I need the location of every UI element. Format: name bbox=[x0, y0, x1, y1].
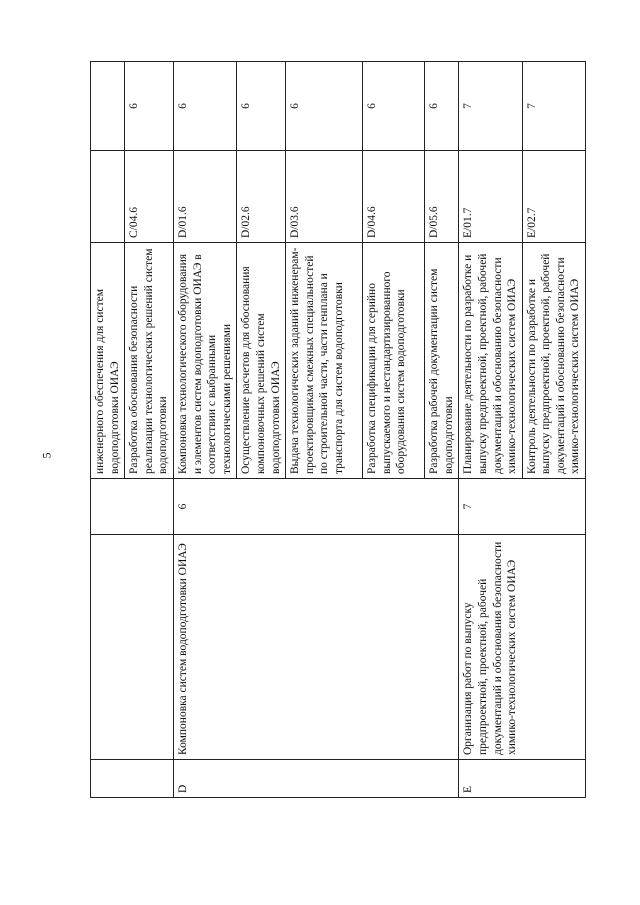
function-level-cell: 6 bbox=[425, 62, 459, 151]
function-level-cell: 7 bbox=[459, 62, 522, 151]
table-row bbox=[459, 62, 522, 798]
functions-table bbox=[90, 61, 586, 798]
general-level-cell: 7 bbox=[459, 479, 586, 535]
function-name-cell: Разработка рабочей документации систем водоподготовки bbox=[425, 243, 459, 479]
function-level-cell: 6 bbox=[173, 62, 236, 151]
function-name-cell: Компоновка технологического оборудования и элементов систем водоподготовки ОИАЭ в соответствии с выбранными технологическими решениями bbox=[173, 243, 236, 479]
function-level-cell: 6 bbox=[363, 62, 425, 151]
general-code-cell: E bbox=[459, 760, 586, 798]
function-code-cell: D/03.6 bbox=[286, 151, 363, 243]
general-code-cell bbox=[91, 760, 174, 798]
rotated-table-container bbox=[90, 62, 582, 798]
function-level-cell: 6 bbox=[125, 62, 174, 151]
function-level-cell: 7 bbox=[522, 62, 585, 151]
function-name-cell: Выдача технологических заданий инженерам-проектировщикам смежных специальностей по строительной части, части генплана и транспорта для систем водоподготовки bbox=[286, 243, 363, 479]
general-name-cell: Компоновка систем водоподготовки ОИАЭ bbox=[173, 535, 458, 760]
function-code-cell: D/05.6 bbox=[425, 151, 459, 243]
function-code-cell: E/02.7 bbox=[522, 151, 585, 243]
table-row bbox=[173, 62, 236, 798]
page-number: 5 bbox=[39, 452, 54, 459]
function-level-cell: 6 bbox=[286, 62, 363, 151]
function-level-cell: 6 bbox=[237, 62, 286, 151]
function-code-cell bbox=[91, 151, 125, 243]
function-code-cell: D/01.6 bbox=[173, 151, 236, 243]
function-name-cell: Планирование деятельности по разработке и выпуску предпроектной, проектной, рабочей документаций и обоснованию безопасности химико-технологических систем ОИАЭ bbox=[459, 243, 522, 479]
general-level-cell: 6 bbox=[173, 479, 458, 535]
function-code-cell: D/02.6 bbox=[237, 151, 286, 243]
general-name-cell: Организация работ по выпуску предпроектной, проектной, рабочей документаций и обоснования безопасности химико-технологических систем ОИАЭ bbox=[459, 535, 586, 760]
function-code-cell: E/01.7 bbox=[459, 151, 522, 243]
function-name-cell: Контроль деятельности по разработке и выпуску предпроектной, проектной, рабочей документаций и обоснованию безопасности химико-технологических систем ОИАЭ bbox=[522, 243, 585, 479]
function-name-cell: инженерного обеспечения для систем водоподготовки ОИАЭ bbox=[91, 243, 125, 479]
function-code-cell: C/04.6 bbox=[125, 151, 174, 243]
table-row bbox=[91, 62, 125, 798]
function-level-cell bbox=[91, 62, 125, 151]
function-name-cell: Осуществление расчетов для обоснования компоновочных решений систем водоподготовки ОИАЭ bbox=[237, 243, 286, 479]
general-level-cell bbox=[91, 479, 174, 535]
general-name-cell bbox=[91, 535, 174, 760]
function-name-cell: Разработка обоснования безопасности реализации технологических решений систем водоподготовки bbox=[125, 243, 174, 479]
function-code-cell: D/04.6 bbox=[363, 151, 425, 243]
general-code-cell: D bbox=[173, 760, 458, 798]
function-name-cell: Разработка спецификации для серийно выпускаемого и нестандартизированного оборудования систем водоподготовки bbox=[363, 243, 425, 479]
